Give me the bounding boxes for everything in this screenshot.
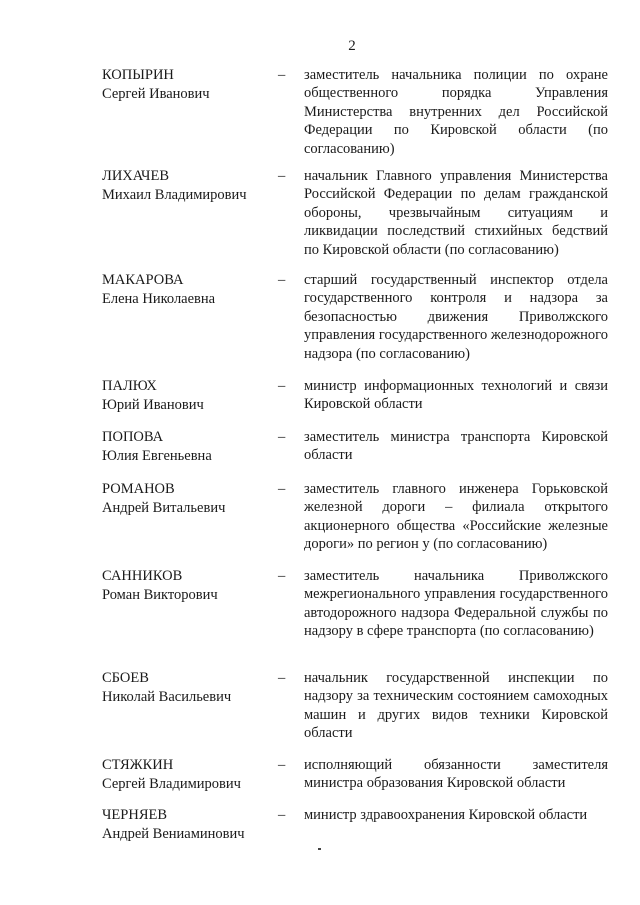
separator-dash: – [278, 757, 286, 773]
member-role: заместитель начальника Приволжского межрегионального управления государственного автодорожного надзора Федеральной службы по надзору в сфере транспорта (по согласованию) [304, 568, 608, 640]
member-given-name: Сергей Владимирович [102, 776, 241, 792]
member-surname: ПОПОВА [102, 429, 164, 445]
member-surname: РОМАНОВ [102, 481, 175, 497]
separator-dash: – [278, 272, 286, 288]
member-role: заместитель министра транспорта Кировской области [304, 429, 608, 464]
member-given-name: Андрей Вениаминович [102, 826, 245, 842]
member-given-name: Михаил Владимирович [102, 187, 247, 203]
member-surname: ПАЛЮХ [102, 378, 157, 394]
member-name [102, 567, 272, 605]
member-name [102, 167, 272, 205]
separator-dash: – [278, 670, 286, 686]
page-number: 2 [348, 38, 356, 54]
member-surname: МАКАРОВА [102, 272, 184, 288]
member-given-name: Николай Васильевич [102, 689, 232, 705]
member-role: министр здравоохранения Кировской области [304, 807, 588, 823]
member-name [102, 428, 272, 466]
member-name [102, 806, 272, 844]
member-role: начальник государственной инспекции по надзору за техническим состоянием самоходных машин и других видов техники Кировской области [304, 670, 608, 742]
member-name [102, 66, 272, 104]
member-given-name: Роман Викторович [102, 587, 218, 603]
member-given-name: Юлия Евгеньевна [102, 448, 212, 464]
member-name [102, 377, 272, 415]
member-role: министр информационных технологий и связи Кировской области [304, 378, 608, 413]
member-role: заместитель начальника полиции по охране общественного порядка Управления Министерства внутренних дел Российской Федерации по Кировской области (по согласованию) [304, 67, 608, 157]
member-surname: ЛИХАЧЕВ [102, 168, 169, 184]
member-surname: СТЯЖКИН [102, 757, 174, 773]
separator-dash: – [278, 378, 286, 394]
separator-dash: – [278, 481, 286, 497]
member-surname: ЧЕРНЯЕВ [102, 807, 168, 823]
member-role: исполняющий обязанности заместителя министра образования Кировской области [304, 757, 608, 792]
member-given-name: Юрий Иванович [102, 397, 204, 413]
member-role: старший государственный инспектор отдела государственного контроля и надзора за безопасностью движения Приволжского управления государственного железнодорожного надзора (по согласованию) [304, 272, 608, 362]
member-role: заместитель главного инженера Горьковской железной дороги – филиала открытого акционерного общества «Российские железные дороги» по регион у (по согласованию) [304, 481, 608, 553]
member-name [102, 480, 272, 518]
separator-dash: – [278, 568, 286, 584]
member-surname: КОПЫРИН [102, 67, 174, 83]
scan-speck [318, 848, 321, 850]
member-given-name: Елена Николаевна [102, 291, 216, 307]
separator-dash: – [278, 67, 286, 83]
member-given-name: Андрей Витальевич [102, 500, 226, 516]
member-surname: САННИКОВ [102, 568, 183, 584]
member-role: начальник Главного управления Министерства Российской Федерации по делам гражданской обороны, чрезвычайным ситуациям и ликвидации последствий стихийных бедствий по Кировской области (по согласованию) [304, 168, 608, 258]
member-name [102, 756, 272, 794]
member-given-name: Сергей Иванович [102, 86, 210, 102]
member-surname: СБОЕВ [102, 670, 149, 686]
member-name [102, 271, 272, 309]
separator-dash: – [278, 168, 286, 184]
separator-dash: – [278, 429, 286, 445]
member-name [102, 669, 272, 707]
separator-dash: – [278, 807, 286, 823]
